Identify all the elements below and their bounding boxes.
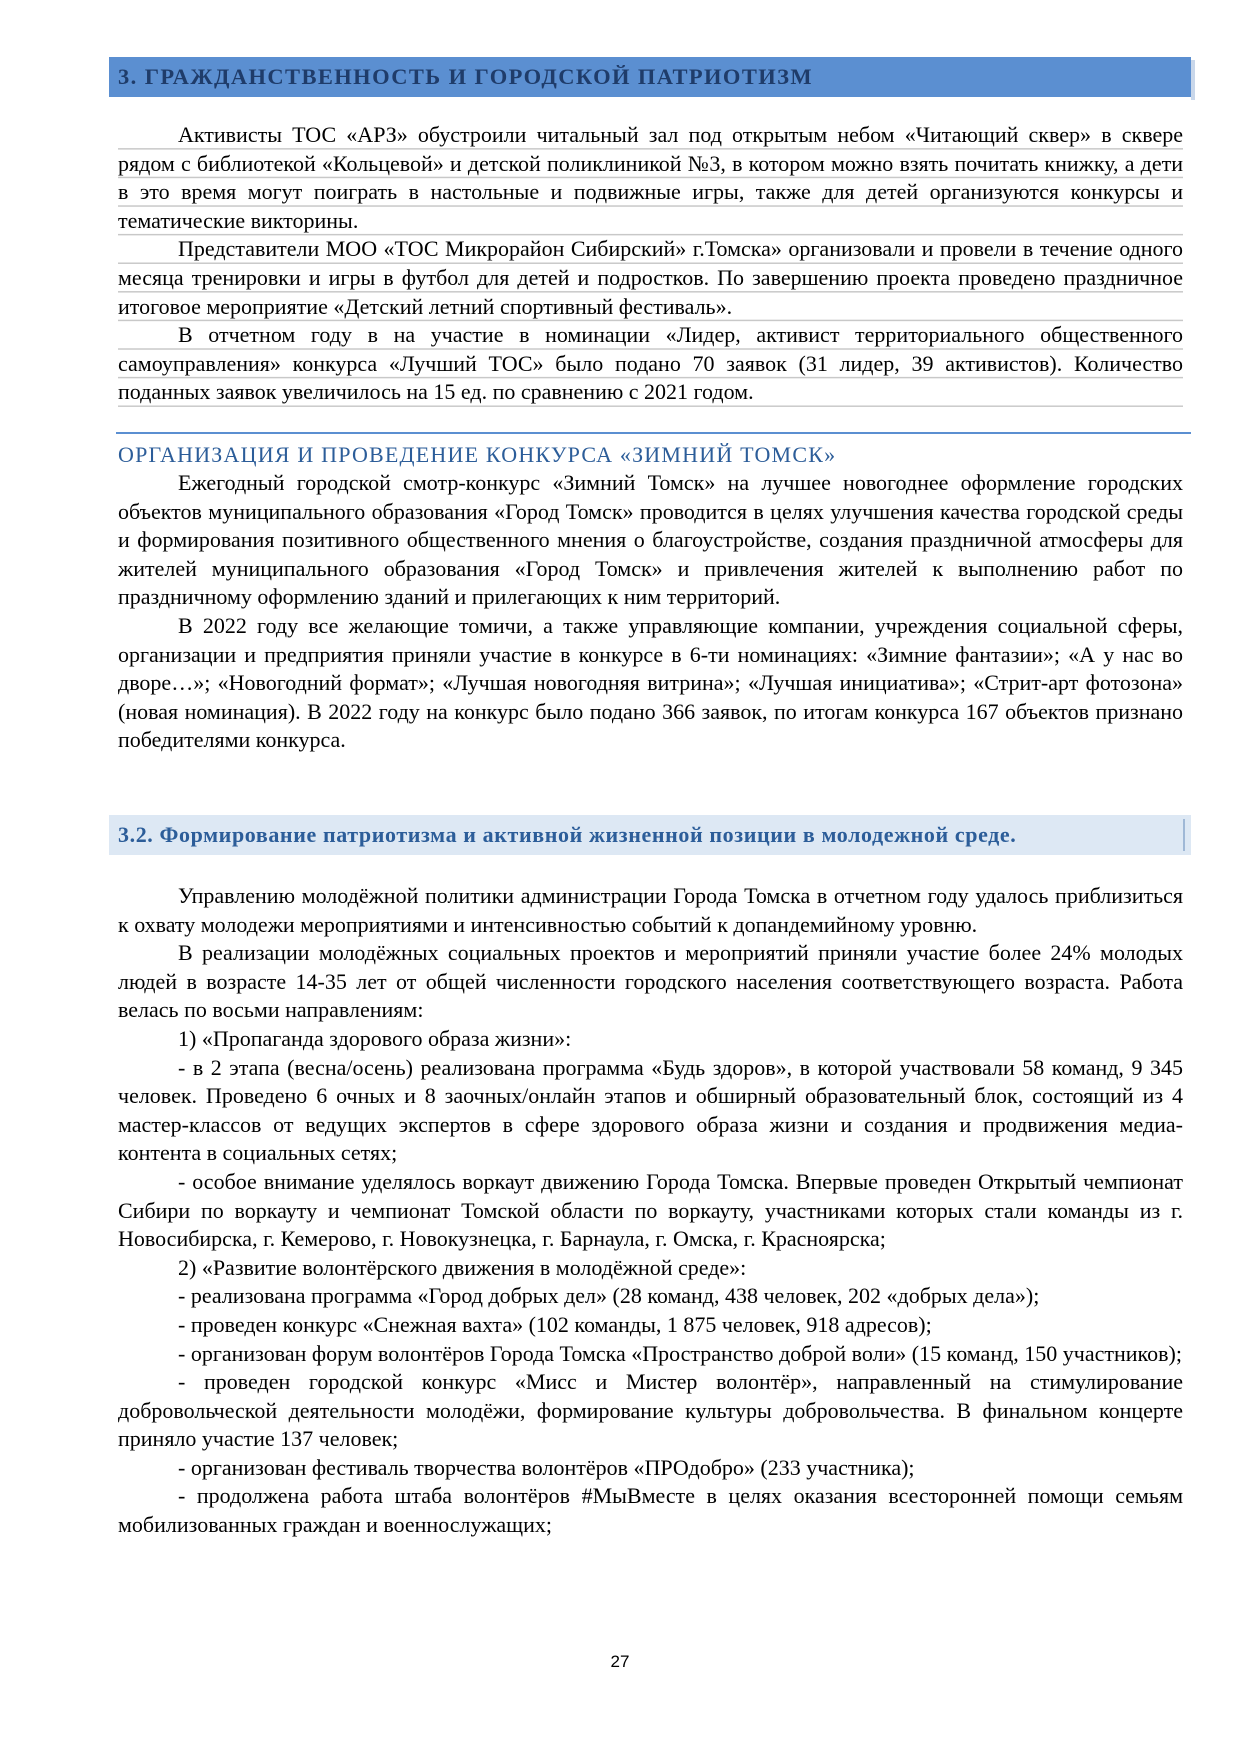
section-header — [109, 57, 1191, 97]
page-number: 27 — [610, 1652, 630, 1671]
intro-paragraph-reading-square: Активисты ТОС «АРЗ» обустроили читальный зал под открытым небом «Читающий сквер» в сквере рядом с библиотекой «Кольцевой» и детской поликлиникой №3, в котором можно взять почитать книжку, а дети в это время могут поиграть в настольные и подвижные игры, также для детей организуются конкурсы и тематические викторины. — [118, 122, 1183, 233]
youth-paragraph: 2) «Развитие волонтёрского движения в молодёжной среде»: — [178, 1254, 747, 1280]
section-header-shadow — [1191, 60, 1195, 100]
youth-text-block — [118, 882, 1183, 1540]
section-header-3-2-edge — [1183, 819, 1185, 851]
section-header-3-2-title: 3.2. Формирование патриотизма и активной жизненной позиции в молодежной среде. — [118, 822, 1017, 847]
winter-text-block — [118, 469, 1183, 755]
youth-paragraph: Управлению молодёжной политики администрации Города Томска в отчетном году удалось приблизиться к охвату молодежи мероприятиями и интенсивностью событий к допандемийному уровню. — [118, 883, 1183, 937]
subheading-rule — [116, 432, 1191, 434]
youth-paragraph: - организован фестиваль творчества волонтёров «ПРОдобро» (233 участника); — [178, 1454, 915, 1480]
youth-paragraph: 1) «Пропаганда здорового образа жизни»: — [178, 1025, 572, 1051]
youth-paragraph: - реализована программа «Город добрых дел» (28 команд, 438 человек, 202 «добрых дела»); — [178, 1283, 1040, 1309]
winter-paragraph-goals: Ежегодный городской смотр-конкурс «Зимний Томск» на лучшее новогоднее оформление городских объектов муниципального образования «Город Томск» проводится в целях улучшения качества городской среды и формирования позитивного общественного мнения о благоустройстве, создания праздничной атмосферы для жителей муниципального образования «Город Томск» и привлечения жителей к выполнению работ по праздничному оформлению зданий и прилегающих к ним территорий. — [118, 470, 1183, 610]
youth-paragraph: В реализации молодёжных социальных проектов и мероприятий приняли участие более 24% молодых людей в возрасте 14-35 лет от общей численности городского населения соответствующего возраста. Работа велась по восьми направлениям: — [118, 940, 1183, 1023]
youth-paragraph: - проведен конкурс «Снежная вахта» (102 команды, 1 875 человек, 918 адресов); — [178, 1311, 932, 1337]
intro-paragraph-football: Представители МОО «ТОС Микрорайон Сибирский» г.Томска» организовали и провели в течение одного месяца тренировки и игры в футбол для детей и подростков. По завершению проекта проведено праздничное итоговое мероприятие «Детский летний спортивный фестиваль». — [118, 236, 1183, 319]
youth-paragraph: - в 2 этапа (весна/осень) реализована программа «Будь здоров», в которой участвовали 58 команд, 9 345 человек. Проведено 6 очных и 8 заочных/онлайн этапов и обширный образовательный блок, состоящий из 4 мастер-классов от ведущих экспертов в сфере здорового образа жизни и создания и продвижения медиа-контента в социальных сетях; — [118, 1054, 1183, 1166]
youth-paragraph: - продолжена работа штаба волонтёров #МыВместе в целях оказания всесторонней помощи семьям мобилизованных граждан и военнослужащих; — [118, 1483, 1183, 1538]
youth-paragraph: - проведен городской конкурс «Мисс и Мистер волонтёр», направленный на стимулирование добровольческой деятельности молодёжи, формирование культуры добровольчества. В финальном концерте приняло участие 137 человек; — [118, 1369, 1183, 1452]
youth-paragraph: - особое внимание уделялось воркаут движению Города Томска. Впервые проведен Открытый чемпионат Сибири по воркауту и чемпионат Томской области по воркауту, участниками которых стали команды из г. Новосибирска, г. Кемерово, г. Новокузнецка, г. Барнаула, г. Омска, г. Красноярска; — [118, 1168, 1183, 1252]
section-header-3-2 — [109, 815, 1191, 855]
intro-text-block — [118, 121, 1183, 407]
youth-paragraph: - организован форум волонтёров Города Томска «Пространство доброй воли» (15 команд, 150 участников); — [178, 1340, 1182, 1366]
intro-paragraph-best-tos: В отчетном году в на участие в номинации «Лидер, активист территориального общественного самоуправления» конкурса «Лучший ТОС» было подано 70 заявок (31 лидер, 39 активистов). Количество поданных заявок увеличилось на 15 ед. по сравнению с 2021 годом. — [118, 322, 1183, 405]
subheading-winter-tomsk: ОРГАНИЗАЦИЯ И ПРОВЕДЕНИЕ КОНКУРСА «ЗИМНИЙ ТОМСК» — [118, 442, 837, 467]
winter-paragraph-2022: В 2022 году все желающие томичи, а также управляющие компании, учреждения социальной сферы, организации и предприятия приняли участие в конкурсе в 6-ти номинациях: «Зимние фантазии»; «А у нас во дворе…»; «Новогодний формат»; «Лучшая новогодняя витрина»; «Лучшая инициатива»; «Стрит-арт фотозона» (новая номинация). В 2022 году на конкурс было подано 366 заявок, по итогам конкурса 167 объектов признано победителями конкурса. — [118, 612, 1183, 753]
section-header-title: 3. ГРАЖДАНСТВЕННОСТЬ И ГОРОДСКОЙ ПАТРИОТИЗМ — [118, 64, 814, 89]
